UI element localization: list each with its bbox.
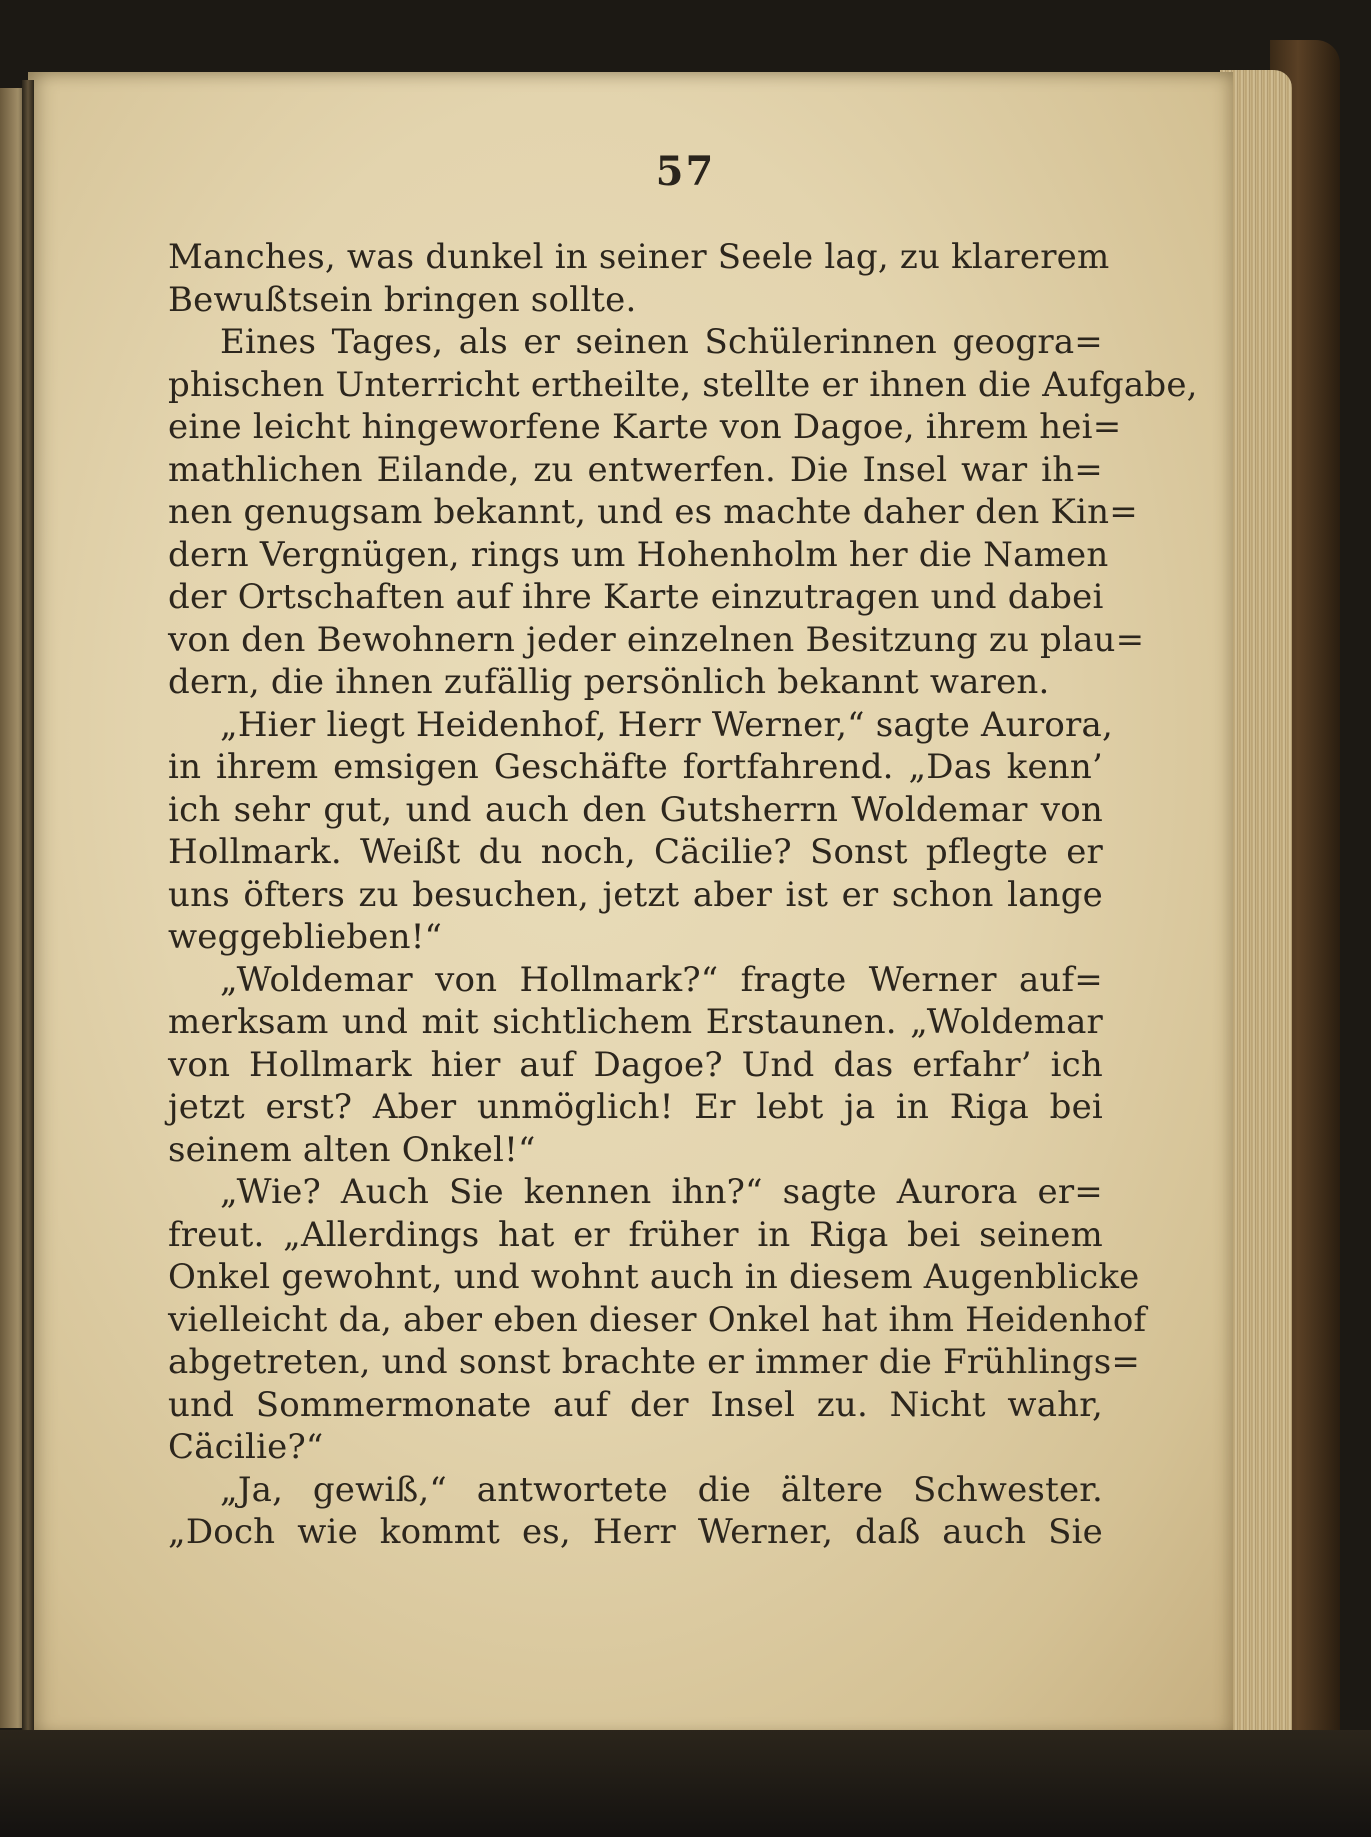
text-line: eine leicht hingeworfene Karte von Dagoe, ihrem hei= xyxy=(168,407,1122,447)
text-line: in ihrem emsigen Geschäfte fortfahrend. „Das kenn’ xyxy=(168,747,1103,787)
text-line: nen genugsam bekannt, und es machte daher den Kin= xyxy=(168,492,1138,532)
text-line: Eines Tages, als er seinen Schülerinnen geogra= xyxy=(220,322,1103,362)
scan-background xyxy=(0,1730,1371,1837)
text-line: dern, die ihnen zufällig persönlich bekannt waren. xyxy=(168,662,1050,702)
text-line: jetzt erst? Aber unmöglich! Er lebt ja in Riga bei xyxy=(168,1087,1103,1127)
text-line: und Sommermonate auf der Insel zu. Nicht wahr, xyxy=(168,1384,1103,1425)
text-line: Manches, was dunkel in seiner Seele lag, zu klarerem xyxy=(168,237,1110,277)
text-line: seinem alten Onkel!“ xyxy=(168,1129,536,1170)
text-line: weggeblieben!“ xyxy=(168,917,443,957)
book-gutter xyxy=(22,80,34,1740)
text-line: phischen Unterricht ertheilte, stellte er ihnen die Aufgabe, xyxy=(168,364,1198,405)
text-line: merksam und mit sichtlichem Erstaunen. „Woldemar xyxy=(168,1002,1103,1042)
text-line: „Wie? Auch Sie kennen ihn?“ sagte Aurora er= xyxy=(220,1172,1103,1212)
text-line: Bewußtsein bringen sollte. xyxy=(168,279,637,320)
text-line: der Ortschaften auf ihre Karte einzutragen und dabei xyxy=(168,577,1104,617)
text-line: freut. „Allerdings hat er früher in Riga bei seinem xyxy=(168,1214,1103,1255)
text-line: uns öfters zu besuchen, jetzt aber ist er schon lange xyxy=(168,874,1103,915)
text-line: Cäcilie?“ xyxy=(168,1427,324,1467)
text-line: „Woldemar von Hollmark?“ fragte Werner auf= xyxy=(220,959,1103,1000)
text-line: Hollmark. Weißt du noch, Cäcilie? Sonst pflegte er xyxy=(168,832,1103,872)
text-line: mathlichen Eilande, zu entwerfen. Die Insel war ih= xyxy=(168,449,1103,490)
text-line: „Doch wie kommt es, Herr Werner, daß auch Sie xyxy=(168,1512,1103,1552)
text-line: „Hier liegt Heidenhof, Herr Werner,“ sagte Aurora, xyxy=(220,704,1113,745)
page-number: 57 xyxy=(655,148,716,195)
body-text xyxy=(168,236,1198,1554)
text-line: „Ja, gewiß,“ antwortete die ältere Schwester. xyxy=(220,1469,1103,1510)
text-line: von Hollmark hier auf Dagoe? Und das erfahr’ ich xyxy=(168,1044,1103,1085)
text-line: vielleicht da, aber eben dieser Onkel hat ihm Heidenhof xyxy=(168,1299,1147,1340)
text-line: Onkel gewohnt, und wohnt auch in diesem Augenblicke xyxy=(168,1257,1140,1297)
text-line: ich sehr gut, und auch den Gutsherrn Woldemar von xyxy=(168,789,1103,830)
text-line: abgetreten, und sonst brachte er immer die Frühlings= xyxy=(168,1342,1141,1382)
text-line: dern Vergnügen, rings um Hohenholm her die Namen xyxy=(168,534,1109,575)
text-line: von den Bewohnern jeder einzelnen Besitzung zu plau= xyxy=(168,619,1145,660)
